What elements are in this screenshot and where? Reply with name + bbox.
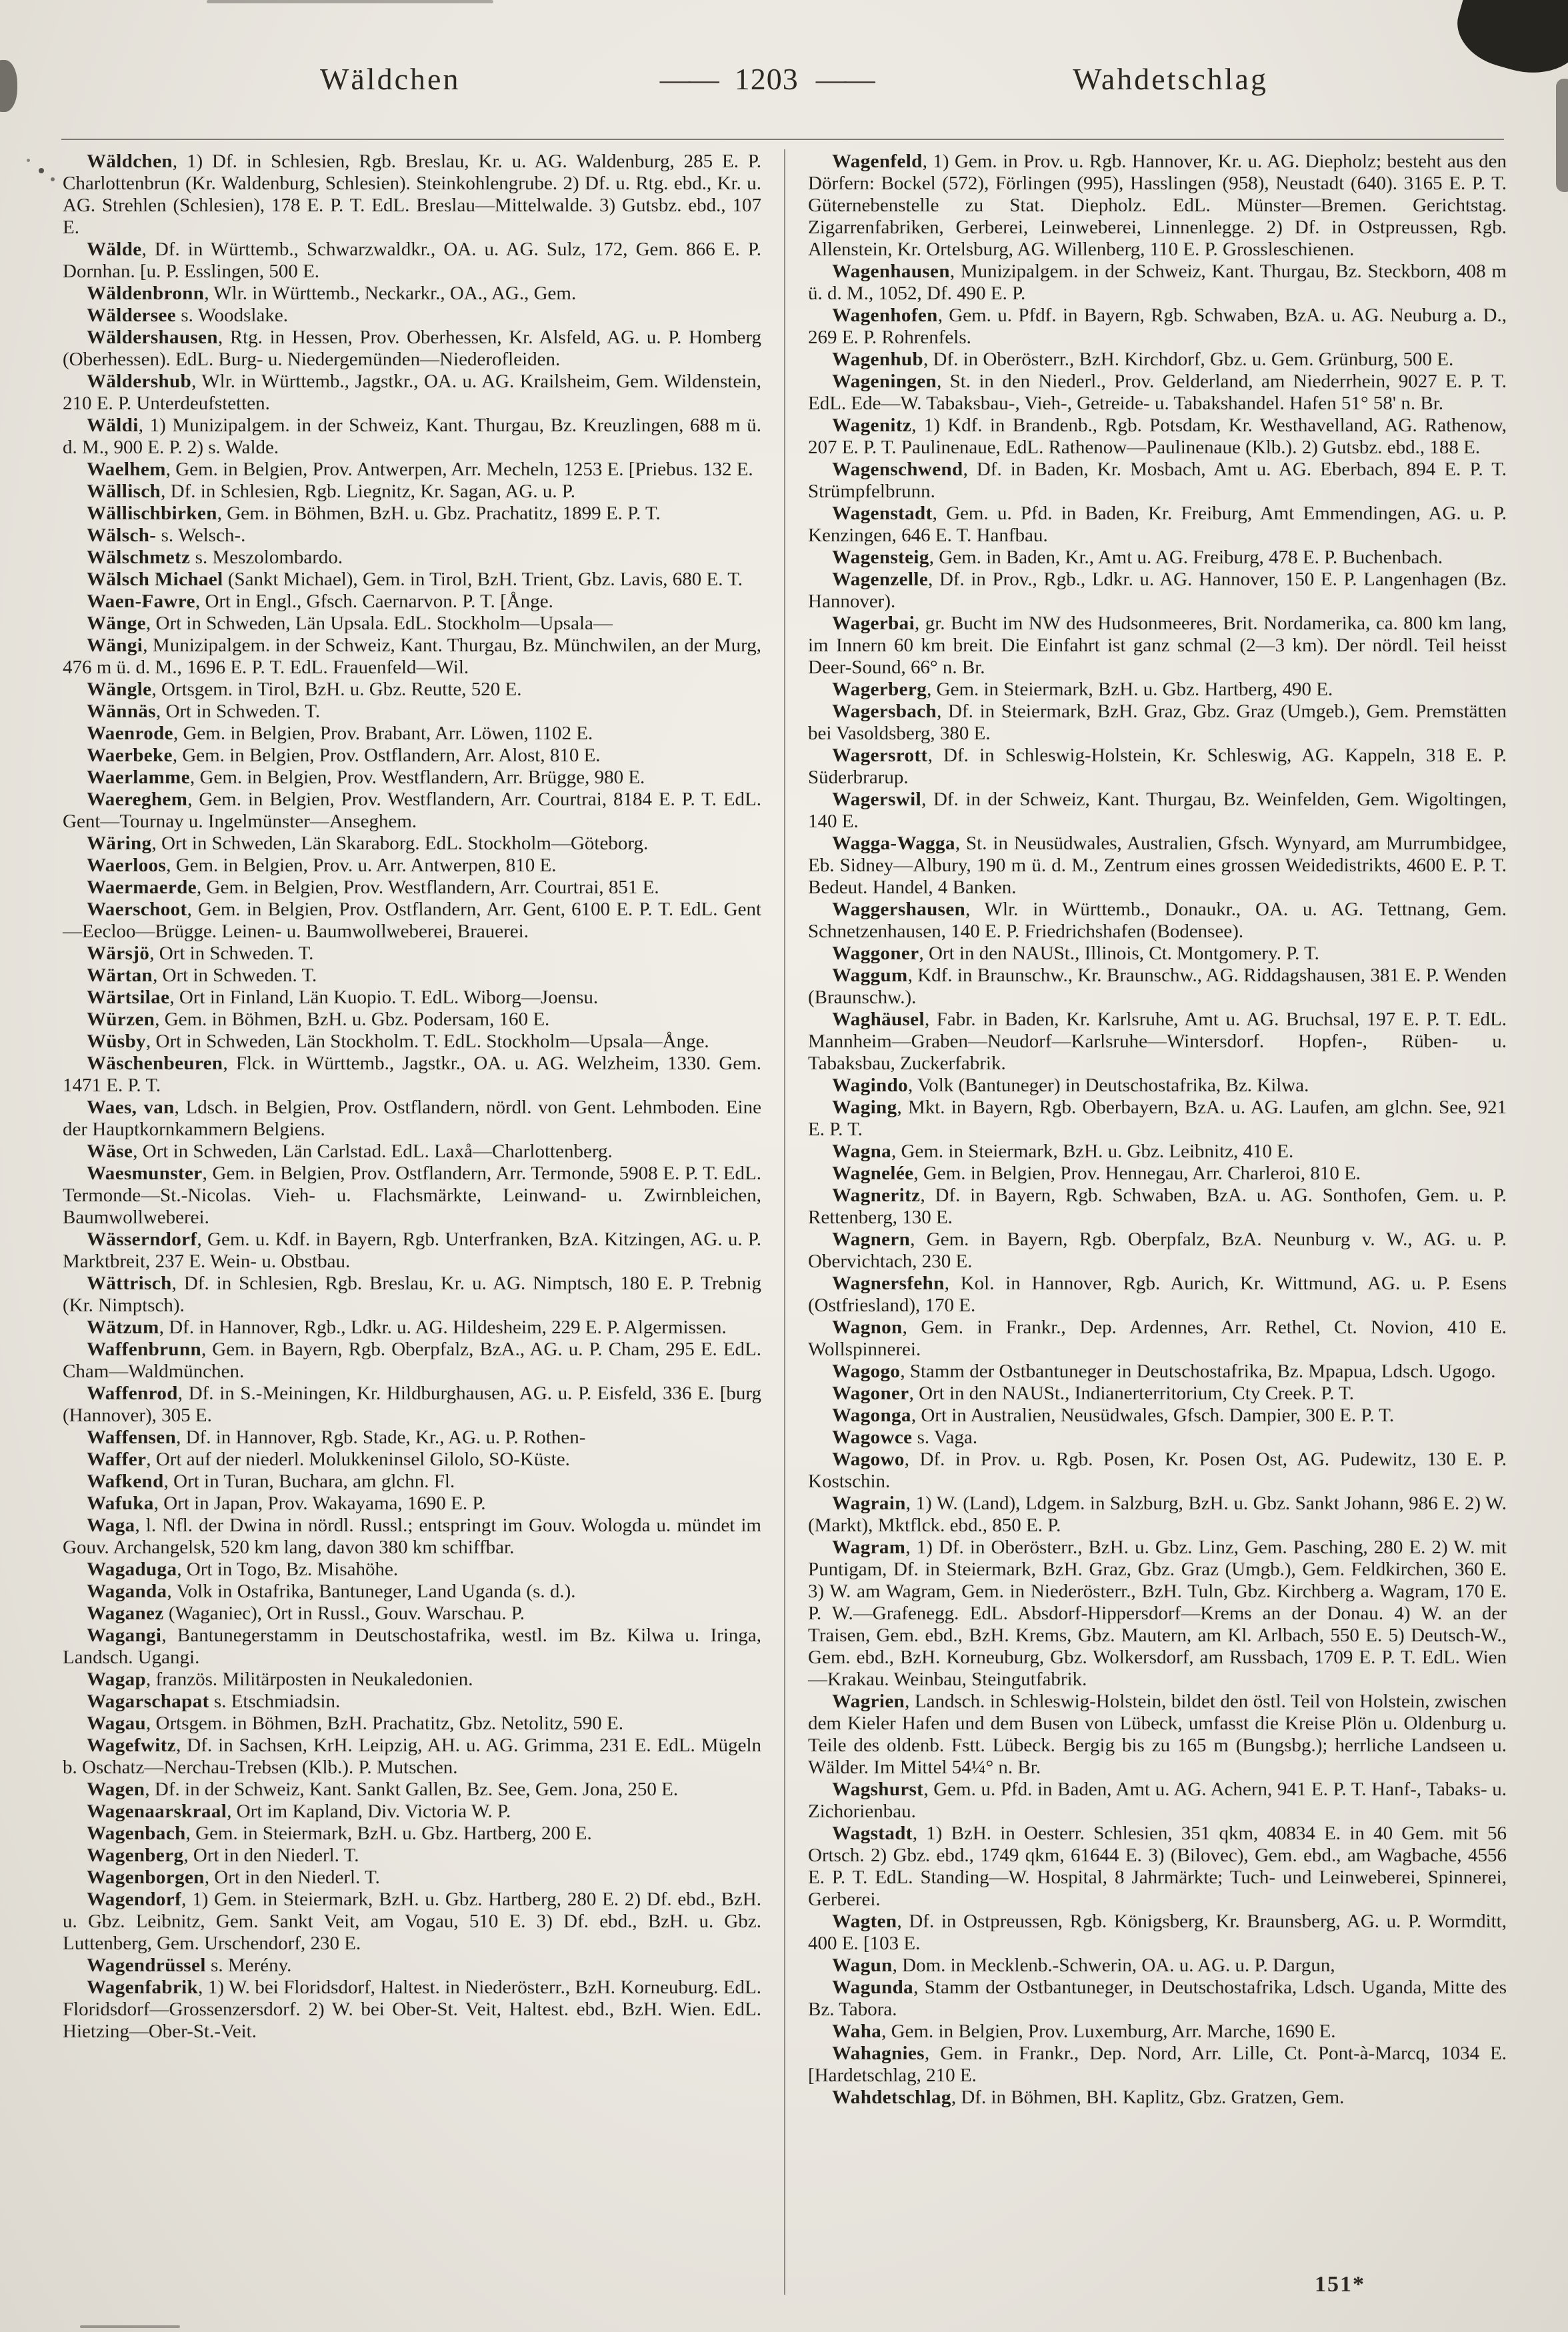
entry-headword: Wagowce (832, 1427, 913, 1448)
gazetteer-entry: Wagunda, Stamm der Ostbantuneger, in Deutschostafrika, Ldsch. Uganda, Mitte des Bz. Tabora. (808, 1977, 1507, 2020)
entry-headword: Waging (832, 1097, 897, 1118)
entry-headword: Wäldershub (87, 371, 192, 392)
gazetteer-entry: Wäschenbeuren, Flck. in Württemb., Jagstkr., OA. u. AG. Welzheim, 1330. Gem. 1471 E. P. T. (63, 1053, 761, 1096)
gazetteer-entry: Wagenhausen, Munizipalgem. in der Schweiz, Kant. Thurgau, Bz. Steckborn, 408 m ü. d. M., 1052, Df. 490 E. P. (808, 261, 1507, 304)
gazetteer-entry: Wagangi, Bantunegerstamm in Deutschostafrika, westl. im Bz. Kilwa u. Iringa, Landsch. Ugangi. (63, 1625, 761, 1668)
gazetteer-entry: Wäldershub, Wlr. in Württemb., Jagstkr., OA. u. AG. Krailsheim, Gem. Wildenstein, 210 E. P. Unterdeufstetten. (63, 371, 761, 414)
gazetteer-entry: Wärtan, Ort in Schweden. T. (87, 965, 317, 986)
entry-headword: Wagunda (832, 1977, 914, 1998)
entry-headword: Wagefwitz (87, 1735, 177, 1756)
gazetteer-entry: Wagowo, Df. in Prov. u. Rgb. Posen, Kr. Posen Ost, AG. Pudewitz, 130 E. P. Kostschin. (808, 1449, 1507, 1492)
gazetteer-entry: Wafuka, Ort in Japan, Prov. Wakayama, 1690 E. P. (87, 1493, 486, 1514)
gazetteer-entry: Wagen, Df. in der Schweiz, Kant. Sankt Gallen, Bz. See, Gem. Jona, 250 E. (87, 1779, 679, 1800)
entry-headword: Wagap (87, 1669, 147, 1690)
entry-headword: Wagnelée (832, 1163, 914, 1184)
gazetteer-entry: Wagersrott, Df. in Schleswig-Holstein, Kr. Schleswig, AG. Kappeln, 318 E. P. Süderbrarup. (808, 745, 1507, 788)
entry-headword: Wagenborgen (87, 1867, 205, 1888)
entry-headword: Wäldershausen (87, 327, 218, 348)
entry-headword: Wagstadt (832, 1823, 913, 1844)
gazetteer-entry: Wagenschwend, Df. in Baden, Kr. Mosbach, Amt u. AG. Eberbach, 894 E. P. T. Strümpfelbrunn. (808, 459, 1507, 502)
gazetteer-entry: Wagrain, 1) W. (Land), Ldgem. in Salzburg, BzH. u. Gbz. Sankt Johann, 986 E. 2) W. (Markt), Mktflck. ebd., 850 E. P. (808, 1493, 1507, 1536)
ink-speck (51, 177, 55, 181)
gazetteer-entry: Wagau, Ortsgem. in Böhmen, BzH. Prachatitz, Gbz. Netolitz, 590 E. (87, 1713, 624, 1734)
entry-headword: Wagaduga (87, 1559, 177, 1580)
entry-headword: Wänge (87, 613, 146, 634)
entry-headword: Wäldenbronn (87, 283, 205, 304)
scan-artifact (80, 2325, 180, 2328)
entry-headword: Wagenberg (87, 1845, 184, 1866)
entry-headword: Wagram (832, 1537, 906, 1558)
gazetteer-entry: Waghäusel, Fabr. in Baden, Kr. Karlsruhe, Amt u. AG. Bruchsal, 197 E. P. T. EdL. Mannheim—Graben—Neudorf—Karlsruhe—Wintersdorf. Hopfen-, Rüben- u. Tabaksbau, Zuckerfabrik. (808, 1009, 1507, 1074)
gazetteer-entry: Wagerswil, Df. in der Schweiz, Kant. Thurgau, Bz. Weinfelden, Gem. Wigoltingen, 140 E. (808, 789, 1507, 832)
entry-headword: Wagenitz (832, 415, 912, 436)
entry-headword: Waesmunster (87, 1163, 203, 1184)
header-rule (61, 139, 1504, 140)
entry-headword: Waganda (87, 1581, 167, 1602)
entry-headword: Wäse (87, 1141, 133, 1162)
gazetteer-entry: Wagenberg, Ort in den Niederl. T. (87, 1845, 359, 1866)
entry-headword: Wafkend (87, 1471, 164, 1492)
gazetteer-entry: Wagten, Df. in Ostpreussen, Rgb. Königsberg, Kr. Braunsberg, AG. u. P. Wormditt, 400 E. [103 E. (808, 1911, 1507, 1954)
header-left-keyword: Wäldchen (320, 62, 461, 96)
gazetteer-entry: Waelhem, Gem. in Belgien, Prov. Antwerpen, Arr. Mecheln, 1253 E. [Priebus. 132 E. (87, 459, 753, 480)
entry-headword: Wagga-Wagga (832, 833, 955, 854)
gazetteer-entry: Wagerberg, Gem. in Steiermark, BzH. u. Gbz. Hartberg, 490 E. (832, 679, 1333, 700)
gazetteer-entry: Waffensen, Df. in Hannover, Rgb. Stade, Kr., AG. u. P. Rothen- (87, 1427, 586, 1448)
entry-headword: Wälschmetz (87, 547, 191, 568)
entry-headword: Wättrisch (87, 1273, 172, 1294)
entry-headword: Wagnern (832, 1229, 911, 1250)
running-head (320, 61, 1268, 97)
gazetteer-entry: Wängle, Ortsgem. in Tirol, BzH. u. Gbz. Reutte, 520 E. (87, 679, 522, 700)
entry-headword: Waenrode (87, 723, 173, 744)
page-number: 1203 (734, 62, 799, 96)
entry-headword: Wagersrott (832, 745, 928, 766)
gazetteer-entry: Wäldchen, 1) Df. in Schlesien, Rgb. Breslau, Kr. u. AG. Waldenburg, 285 E. P. Charlottenbrun (Kr. Waldenburg, Schlesien). Steinkohlengrube. 2) Df. u. Rtg. ebd., Kr. u. AG. Strehlen (Schlesien), 178 E. P. T. EdL. Breslau—Mittelwalde. 3) Gutsbz. ebd., 107 E. (63, 151, 761, 238)
entry-headword: Wagendrüssel (87, 1955, 206, 1976)
entry-headword: Wagersbach (832, 701, 937, 722)
gazetteer-entry: Waerloos, Gem. in Belgien, Prov. u. Arr. Antwerpen, 810 E. (87, 855, 557, 876)
gazetteer-entry: Wagenaarskraal, Ort im Kapland, Div. Victoria W. P. (87, 1801, 511, 1822)
gazetteer-entry: Waggershausen, Wlr. in Württemb., Donaukr., OA. u. AG. Tettnang, Gem. Schnetzenhausen, 140 E. P. Friedrichshafen (Bodensee). (808, 899, 1507, 942)
entry-headword: Wäschenbeuren (87, 1053, 223, 1074)
entry-headword: Wagenbach (87, 1823, 186, 1844)
entry-headword: Wagen (87, 1779, 145, 1800)
gazetteer-entry: Wäldershausen, Rtg. in Hessen, Prov. Oberhessen, Kr. Alsfeld, AG. u. P. Homberg (Oberhessen). EdL. Burg- u. Niedergemünden—Niederofleiden. (63, 327, 761, 370)
gazetteer-entry: Wagowce s. Vaga. (832, 1427, 978, 1448)
entry-headword: Waen-Fawre (87, 591, 195, 612)
entry-headword: Wüsby (87, 1031, 147, 1052)
gazetteer-entry: Wagoner, Ort in den NAUSt., Indianerterritorium, Cty Creek. P. T. (832, 1383, 1355, 1404)
entry-headword: Wagun (832, 1955, 893, 1976)
gazetteer-entry: Waffenbrunn, Gem. in Bayern, Rgb. Oberpfalz, BzA., AG. u. P. Cham, 295 E. EdL. Cham—Waldmünchen. (63, 1339, 761, 1382)
entry-headword: Waerschoot (87, 899, 187, 920)
entry-headword: Waerloos (87, 855, 167, 876)
gazetteer-entry: Wängi, Munizipalgem. in der Schweiz, Kant. Thurgau, Bz. Münchwilen, an der Murg, 476 m ü. d. M., 1696 E. P. T. EdL. Frauenfeld—Wil. (63, 635, 761, 678)
entry-headword: Waereghem (87, 789, 188, 810)
entry-headword: Wagneritz (832, 1185, 921, 1206)
entry-headword: Wärsjö (87, 943, 150, 964)
gazetteer-entry: Wagram, 1) Df. in Oberösterr., BzH. u. Gbz. Linz, Gem. Pasching, 280 E. 2) W. mit Puntigam, Df. in Steiermark, BzH. Graz, Gbz. Graz (Umgb.), Gem. Feldkirchen, 360 E. 3) W. am Wagram, Gem. in Niederösterr., BzH. Tuln, Gbz. Kirchberg a. Wagram, 170 E. P. W.—Grafenegg. EdL. Absdorf-Hippersdorf—Krems an der Donau. 4) W. an der Traisen, Gem. ebd., BzH. Krems, Gbz. Mautern, am Kl. Arlbach, 550 E. 5) Deutsch-W., Gem. ebd., BzH. Korneuburg, Gbz. Wolkersdorf, am Russbach, 1709 E. P. T. EdL. Wien—Krakau. Weinbau, Steingutfabrik. (808, 1537, 1507, 1690)
gazetteer-entry: Wahdetschlag, Df. in Böhmen, BH. Kaplitz, Gbz. Gratzen, Gem. (832, 2087, 1345, 2108)
entry-headword: Waelhem (87, 459, 166, 480)
entry-headword: Wagenhofen (832, 305, 938, 326)
gazetteer-entry: Wagun, Dom. in Mecklenb.-Schwerin, OA. u. AG. u. P. Dargun, (832, 1955, 1335, 1976)
entry-headword: Wagrien (832, 1691, 905, 1712)
gazetteer-entry: Wäse, Ort in Schweden, Län Carlstad. EdL. Laxå—Charlottenberg. (87, 1141, 613, 1162)
gazetteer-entry: Wagenhub, Df. in Oberösterr., BzH. Kirchdorf, Gbz. u. Gem. Grünburg, 500 E. (832, 349, 1454, 370)
gazetteer-entry: Waerbeke, Gem. in Belgien, Prov. Ostflandern, Arr. Alost, 810 E. (87, 745, 601, 766)
entry-headword: Wagowo (832, 1449, 905, 1470)
entry-headword: Waganez (87, 1603, 164, 1624)
gazetteer-entry: Wagrien, Landsch. in Schleswig-Holstein, bildet den östl. Teil von Holstein, zwischen dem Kieler Hafen und dem Busen von Lübeck, umfasst die Kreise Plön u. Oldenburg u. Teile des oldenb. Fstt. Lübeck. Bergig bis zu 165 m (Bungsbg.); herrliche Landseen u. Wälder. Im Mittel 54¼° n. Br. (808, 1691, 1507, 1778)
entry-headword: Wagensteig (832, 547, 929, 568)
entry-headword: Wagerbai (832, 613, 915, 634)
entry-headword: Wällisch (87, 481, 161, 502)
gazetteer-entry: Waereghem, Gem. in Belgien, Prov. Westflandern, Arr. Courtrai, 8184 E. P. T. EdL. Gent—Tournay u. Ingelmünster—Anseghem. (63, 789, 761, 832)
entry-headword: Waes, van (87, 1097, 175, 1118)
header-dash-left: —— (659, 62, 717, 96)
gazetteer-entry: Wättrisch, Df. in Schlesien, Rgb. Breslau, Kr. u. AG. Nimptsch, 180 E. P. Trebnig (Kr. Nimptsch). (63, 1273, 761, 1316)
entry-headword: Wäldchen (87, 151, 173, 172)
gazetteer-entry: Waganez (Waganiec), Ort in Russl., Gouv. Warschau. P. (87, 1603, 525, 1624)
gazetteer-entry: Wälde, Df. in Württemb., Schwarzwaldkr., OA. u. AG. Sulz, 172, Gem. 866 E. P. Dornhan. [u. P. Esslingen, 500 E. (63, 239, 761, 282)
gazetteer-entry: Waging, Mkt. in Bayern, Rgb. Oberbayern, BzA. u. AG. Laufen, am glchn. See, 921 E. P. T. (808, 1097, 1507, 1140)
entry-headword: Wagenfabrik (87, 1977, 199, 1998)
gazetteer-entry: Wagna, Gem. in Steiermark, BzH. u. Gbz. Leibnitz, 410 E. (832, 1141, 1294, 1162)
gazetteer-entry: Wätzum, Df. in Hannover, Rgb., Ldkr. u. AG. Hildesheim, 229 E. P. Algermissen. (87, 1317, 727, 1338)
gazetteer-entry: Wässerndorf, Gem. u. Kdf. in Bayern, Rgb. Unterfranken, BzA. Kitzingen, AG. u. P. Marktbreit, 237 E. Wein- u. Obstbau. (63, 1229, 761, 1272)
entry-headword: Waggershausen (832, 899, 966, 920)
entry-headword: Wagoner (832, 1383, 909, 1404)
gazetteer-entry: Wagnern, Gem. in Bayern, Rgb. Oberpfalz, BzA. Neunburg v. W., AG. u. P. Obervichtach, 230 E. (808, 1229, 1507, 1272)
entry-headword: Wäldi (87, 415, 139, 436)
gazetteer-entry: Waermaerde, Gem. in Belgien, Prov. Westflandern, Arr. Courtrai, 851 E. (87, 877, 659, 898)
page-number-group (660, 61, 873, 97)
entry-headword: Wängi (87, 635, 143, 656)
entry-headword: Wagenschwend (832, 459, 963, 480)
gazetteer-entry: Waen-Fawre, Ort in Engl., Gfsch. Caernarvon. P. T. [Ånge. (87, 591, 553, 612)
entry-headword: Wahdetschlag (832, 2087, 951, 2108)
gazetteer-entry: Waffenrod, Df. in S.-Meiningen, Kr. Hildburghausen, AG. u. P. Eisfeld, 336 E. [burg (Hannover), 305 E. (63, 1383, 761, 1426)
gazetteer-entry: Wärtsilae, Ort in Finland, Län Kuopio. T. EdL. Wiborg—Joensu. (87, 987, 599, 1008)
entry-headword: Wagonga (832, 1405, 911, 1426)
entry-headword: Wagenhub (832, 349, 923, 370)
entry-headword: Wäring (87, 833, 152, 854)
gazetteer-entry: Wagenfeld, 1) Gem. in Prov. u. Rgb. Hannover, Kr. u. AG. Diepholz; besteht aus den Dörfern: Bockel (572), Förlingen (995), Hasslingen (958), Neustadt (640). 3165 E. P. T. Güternebenstelle zu Stat. Diepholz. EdL. Münster—Bremen. Gerichtstag. Zigarrenfabriken, Gerberei, Leinweberei, Linnenlegge. 2) Df. in Ostpreussen, Rgb. Allenstein, Kr. Ortelsburg, AG. Willenberg, 110 E. P. Grossleschienen. (808, 151, 1507, 260)
entry-headword: Wännäs (87, 701, 156, 722)
gazetteer-entry: Wagap, französ. Militärposten in Neukaledonien. (87, 1669, 473, 1690)
header-dash-right: —— (815, 62, 873, 96)
entry-headword: Wagrain (832, 1493, 906, 1514)
entry-headword: Wärtsilae (87, 987, 170, 1008)
gazetteer-entry: Wagogo, Stamm der Ostbantuneger in Deutschostafrika, Bz. Mpapua, Ldsch. Ugogo. (832, 1361, 1496, 1382)
gazetteer-entry: Wagindo, Volk (Bantuneger) in Deutschostafrika, Bz. Kilwa. (832, 1075, 1309, 1096)
gazetteer-entry: Wagenbach, Gem. in Steiermark, BzH. u. Gbz. Hartberg, 200 E. (87, 1823, 592, 1844)
gazetteer-entry: Waggoner, Ort in den NAUSt., Illinois, Ct. Montgomery. P. T. (832, 943, 1319, 964)
entry-headword: Wällischbirken (87, 503, 217, 524)
entry-headword: Wärtan (87, 965, 153, 986)
gazetteer-entry: Wagenzelle, Df. in Prov., Rgb., Ldkr. u. AG. Hannover, 150 E. P. Langenhagen (Bz. Hannover). (808, 569, 1507, 612)
gazetteer-entry: Wagarschapat s. Etschmiadsin. (87, 1691, 341, 1712)
gazetteer-entry: Wagendorf, 1) Gem. in Steiermark, BzH. u. Gbz. Hartberg, 280 E. 2) Df. ebd., BzH. u. Gbz. Leibnitz, Gem. Sankt Veit, am Vogau, 510 E. 3) Df. ebd., BzH. u. Gbz. Luttenberg, Gem. Urschendorf, 230 E. (63, 1889, 761, 1954)
gazetteer-entry: Wagenborgen, Ort in den Niederl. T. (87, 1867, 380, 1888)
entry-headword: Waffensen (87, 1427, 177, 1448)
gazetteer-entry: Wällisch, Df. in Schlesien, Rgb. Liegnitz, Kr. Sagan, AG. u. P. (87, 481, 576, 502)
gazetteer-entry: Waerschoot, Gem. in Belgien, Prov. Ostflandern, Arr. Gent, 6100 E. P. T. EdL. Gent—Eecloo—Brügge. Leinen- u. Baumwollweberei, Brauerei. (63, 899, 761, 942)
gazetteer-entry: Waffer, Ort auf der niederl. Molukkeninsel Gilolo, SO-Küste. (87, 1449, 570, 1470)
entry-headword: Wahagnies (832, 2043, 925, 2064)
gazetteer-entry: Wagersbach, Df. in Steiermark, BzH. Graz, Gbz. Graz (Umgeb.), Gem. Premstätten bei Vasoldsberg, 380 E. (808, 701, 1507, 744)
gazetteer-entry: Wagefwitz, Df. in Sachsen, KrH. Leipzig, AH. u. AG. Grimma, 231 E. EdL. Mügeln b. Oschatz—Nerchau-Trebsen (Klb.). P. Mutschen. (63, 1735, 761, 1778)
gazetteer-entry: Wäldenbronn, Wlr. in Württemb., Neckarkr., OA., AG., Gem. (87, 283, 577, 304)
gazetteer-entry: Wagonga, Ort in Australien, Neusüdwales, Gfsch. Dampier, 300 E. P. T. (832, 1405, 1395, 1426)
entry-headword: Wagerberg (832, 679, 927, 700)
gazetteer-entry: Wagneritz, Df. in Bayern, Rgb. Schwaben, BzA. u. AG. Sonthofen, Gem. u. P. Rettenberg, 130 E. (808, 1185, 1507, 1228)
gazetteer-entry: Waenrode, Gem. in Belgien, Prov. Brabant, Arr. Löwen, 1102 E. (87, 723, 593, 744)
entry-headword: Wagerswil (832, 789, 922, 810)
entry-headword: Wagenzelle (832, 569, 929, 590)
ink-speck (39, 168, 44, 173)
gazetteer-entry: Wagenfabrik, 1) W. bei Floridsdorf, Haltest. in Niederösterr., BzH. Korneuburg. EdL. Floridsdorf—Grossenzersdorf. 2) W. bei Ober-St. Veit, Haltest. ebd., BzH. Wien. EdL. Hietzing—Ober-St.-Veit. (63, 1977, 761, 2042)
gazetteer-entry: Wälsch- s. Welsch-. (87, 525, 246, 546)
entry-headword: Wagenstadt (832, 503, 933, 524)
scan-artifact (1448, 0, 1568, 86)
entry-headword: Wälsch- (87, 525, 157, 546)
entry-headword: Waghäusel (832, 1009, 925, 1030)
gazetteer-entry: Wagaduga, Ort in Togo, Bz. Misahöhe. (87, 1559, 399, 1580)
entry-headword: Wängle (87, 679, 152, 700)
gazetteer-entry: Wagnelée, Gem. in Belgien, Prov. Hennegau, Arr. Charleroi, 810 E. (832, 1163, 1361, 1184)
entry-headword: Wagnon (832, 1317, 903, 1338)
entry-headword: Wagenfeld (832, 151, 923, 172)
entry-headword: Waffenbrunn (87, 1339, 201, 1360)
entry-headword: Wagnersfehn (832, 1273, 945, 1294)
scan-artifact (0, 60, 17, 112)
scan-artifact (1556, 79, 1568, 192)
gazetteer-entry: Wännäs, Ort in Schweden. T. (87, 701, 321, 722)
entry-headword: Waga (87, 1515, 135, 1536)
gazetteer-entry: Wäring, Ort in Schweden, Län Skaraborg. EdL. Stockholm—Göteborg. (87, 833, 649, 854)
header-right-keyword: Wahdetschlag (1073, 62, 1268, 96)
entry-headword: Waggum (832, 965, 908, 986)
entry-headword: Wäldersee (87, 305, 177, 326)
gazetteer-entry: Waerlamme, Gem. in Belgien, Prov. Westflandern, Arr. Brügge, 980 E. (87, 767, 645, 788)
entry-headword: Wagten (832, 1911, 897, 1932)
entry-headword: Wagangi (87, 1625, 162, 1646)
gazetteer-entry: Wäldi, 1) Munizipalgem. in der Schweiz, Kant. Thurgau, Bz. Kreuzlingen, 688 m ü. d. M., 900 E. P. 2) s. Walde. (63, 415, 761, 458)
gazetteer-entry: Waes, van, Ldsch. in Belgien, Prov. Ostflandern, nördl. von Gent. Lehmboden. Eine der Hauptkornkammern Belgiens. (63, 1097, 761, 1140)
entry-headword: Wagenhausen (832, 261, 950, 282)
entry-headword: Wätzum (87, 1317, 159, 1338)
sheet-signature: 151* (1315, 2272, 1365, 2297)
entry-headword: Waffenrod (87, 1383, 178, 1404)
entry-headword: Wagenaarskraal (87, 1801, 227, 1822)
entry-headword: Wagindo (832, 1075, 909, 1096)
gazetteer-entry: Wagensteig, Gem. in Baden, Kr., Amt u. AG. Freiburg, 478 E. P. Buchenbach. (832, 547, 1443, 568)
gazetteer-entry: Wänge, Ort in Schweden, Län Upsala. EdL. Stockholm—Upsala— (87, 613, 613, 634)
entry-headword: Wafuka (87, 1493, 154, 1514)
gazetteer-entry: Wällischbirken, Gem. in Böhmen, BzH. u. Gbz. Prachatitz, 1899 E. P. T. (87, 503, 661, 524)
entry-headword: Waerlamme (87, 767, 190, 788)
gazetteer-entry: Wagstadt, 1) BzH. in Oesterr. Schlesien, 351 qkm, 40834 E. in 40 Gem. mit 56 Ortsch. 2) Gbz. ebd., 1749 qkm, 61644 E. 3) (Bilovec), Gem. ebd., am Wagbache, 4556 E. P. T. EdL. Standing—W. Hospital, 8 Jahrmärkte; Tuch- und Leinweberei, Spinnerei, Gerberei. (808, 1823, 1507, 1910)
entry-headword: Wagau (87, 1713, 147, 1734)
gazetteer-entry: Wagnon, Gem. in Frankr., Dep. Ardennes, Arr. Rethel, Ct. Novion, 410 E. Wollspinnerei. (808, 1317, 1507, 1360)
gazetteer-entry: Wagerbai, gr. Bucht im NW des Hudsonmeeres, Brit. Nordamerika, ca. 800 km lang, im Innern 60 km breit. Die Einfahrt ist ganz schmal (2—3 km). Der nördl. Teil heisst Deer-Sound, 66° n. Br. (808, 613, 1507, 678)
gazetteer-entry: Waga, l. Nfl. der Dwina in nördl. Russl.; entspringt im Gouv. Wologda u. mündet im Gouv. Archangelsk, 520 km lang, davon 380 km schiffbar. (63, 1515, 761, 1558)
entry-headword: Wälde (87, 239, 142, 260)
entry-headword: Wagna (832, 1141, 892, 1162)
entry-headword: Wässerndorf (87, 1229, 197, 1250)
gazetteer-entry: Wagendrüssel s. Merény. (87, 1955, 292, 1976)
entry-headword: Wagarschapat (87, 1691, 209, 1712)
gazetteer-entry: Wagenhofen, Gem. u. Pfdf. in Bayern, Rgb. Schwaben, BzA. u. AG. Neuburg a. D., 269 E. P. Rohrenfels. (808, 305, 1507, 348)
entry-headword: Wälsch Michael (87, 569, 223, 590)
entry-headword: Wagshurst (832, 1779, 924, 1800)
gazetteer-entry: Waha, Gem. in Belgien, Prov. Luxemburg, Arr. Marche, 1690 E. (832, 2021, 1336, 2042)
entry-headword: Waermaerde (87, 877, 197, 898)
gazetteer-entry: Wälschmetz s. Meszolombardo. (87, 547, 343, 568)
gazetteer-entry: Wagenstadt, Gem. u. Pfd. in Baden, Kr. Freiburg, Amt Emmendingen, AG. u. P. Kenzingen, 646 E. T. Hanfbau. (808, 503, 1507, 546)
gazetteer-entry: Waggum, Kdf. in Braunschw., Kr. Braunschw., AG. Riddagshausen, 381 E. P. Wenden (Braunschw.). (808, 965, 1507, 1008)
right-text-column (808, 151, 1507, 2109)
scan-artifact (207, 0, 493, 3)
gazetteer-entry: Wageningen, St. in den Niederl., Prov. Gelderland, am Niederrhein, 9027 E. P. T. EdL. Ede—W. Tabaksbau-, Vieh-, Getreide- u. Tabakshandel. Hafen 51° 58' n. Br. (808, 371, 1507, 414)
gazetteer-entry: Wagenitz, 1) Kdf. in Brandenb., Rgb. Potsdam, Kr. Westhavelland, AG. Rathenow, 207 E. P. T. Paulinenaue, EdL. Rathenow—Paulinenaue (Klb.). 2) Gutsbz. ebd., 188 E. (808, 415, 1507, 458)
entry-headword: Waha (832, 2021, 882, 2042)
gazetteer-entry: Würzen, Gem. in Böhmen, BzH. u. Gbz. Podersam, 160 E. (87, 1009, 550, 1030)
gazetteer-entry: Waesmunster, Gem. in Belgien, Prov. Ostflandern, Arr. Termonde, 5908 E. P. T. EdL. Termonde—St.-Nicolas. Vieh- u. Flachsmärkte, Leinwand- u. Zwirnbleichen, Baumwollweberei. (63, 1163, 761, 1228)
left-text-column (63, 151, 761, 2043)
entry-headword: Wagogo (832, 1361, 901, 1382)
gazetteer-entry: Wagnersfehn, Kol. in Hannover, Rgb. Aurich, Kr. Wittmund, AG. u. P. Esens (Ostfriesland), 170 E. (808, 1273, 1507, 1316)
entry-headword: Wagendorf (87, 1889, 182, 1910)
gazetteer-entry: Wäldersee s. Woodslake. (87, 305, 288, 326)
entry-headword: Würzen (87, 1009, 155, 1030)
entry-headword: Waerbeke (87, 745, 173, 766)
gazetteer-entry: Wagshurst, Gem. u. Pfd. in Baden, Amt u. AG. Achern, 941 E. P. T. Hanf-, Tabaks- u. Zichorienbau. (808, 1779, 1507, 1822)
column-divider-rule (784, 149, 785, 2295)
gazetteer-entry: Wälsch Michael (Sankt Michael), Gem. in Tirol, BzH. Trient, Gbz. Lavis, 680 E. T. (87, 569, 743, 590)
gazetteer-entry: Wahagnies, Gem. in Frankr., Dep. Nord, Arr. Lille, Ct. Pont-à-Marcq, 1034 E. [Hardetschlag, 210 E. (808, 2043, 1507, 2086)
entry-headword: Wageningen (832, 371, 937, 392)
gazetteer-entry: Wafkend, Ort in Turan, Buchara, am glchn. Fl. (87, 1471, 455, 1492)
ink-speck (27, 159, 30, 162)
gazetteer-entry: Wärsjö, Ort in Schweden. T. (87, 943, 314, 964)
entry-headword: Waffer (87, 1449, 147, 1470)
gazetteer-entry: Waganda, Volk in Ostafrika, Bantuneger, Land Uganda (s. d.). (87, 1581, 576, 1602)
gazetteer-entry: Wagga-Wagga, St. in Neusüdwales, Australien, Gfsch. Wynyard, am Murrumbidgee, Eb. Sidney—Albury, 190 m ü. d. M., Zentrum eines grossen Weidedistrikts, 4600 E. P. T. Bedeut. Handel, 4 Banken. (808, 833, 1507, 898)
gazetteer-entry: Wüsby, Ort in Schweden, Län Stockholm. T. EdL. Stockholm—Upsala—Ånge. (87, 1031, 709, 1052)
entry-headword: Waggoner (832, 943, 919, 964)
